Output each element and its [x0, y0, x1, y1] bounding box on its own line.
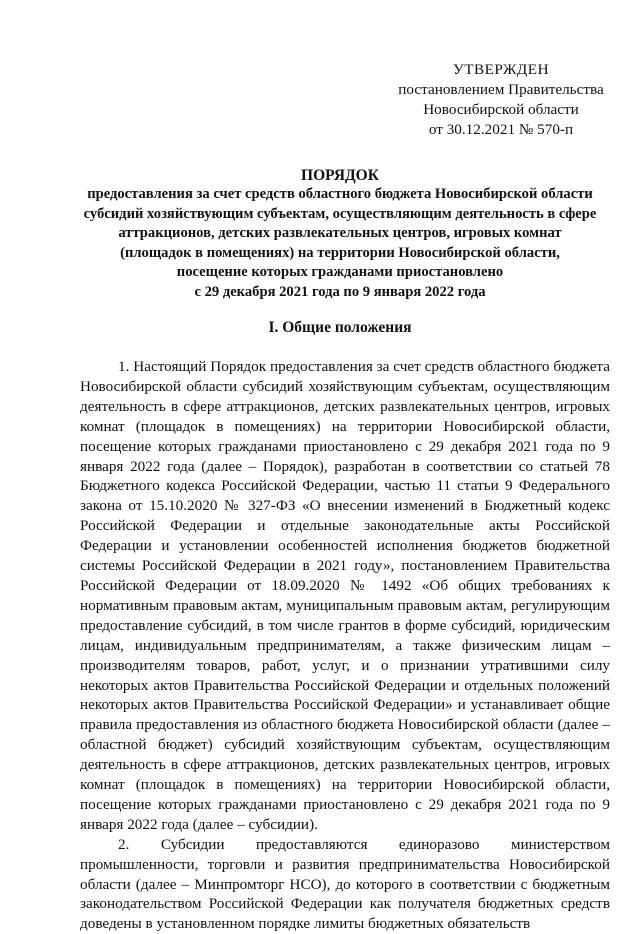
approval-line: постановлением Правительства	[398, 81, 604, 98]
document-subtitle	[40, 185, 640, 303]
paragraph: 2. Субсидии предоставляются единоразово министерством промышленности, торговли и развития предпринимательства Новосибирской области (далее – Минпромторг НСО), до которого в соответствии с бюджетным законодательством Российской Федерации как получателя бюджетных средств доведены в установленном порядке лимиты бюджетных обязательств	[80, 835, 610, 933]
subtitle-line: (площадок в помещениях) на территории Новосибирской области,	[120, 244, 560, 261]
subtitle-line: с 29 декабря 2021 года по 9 января 2022 года	[194, 283, 486, 300]
subtitle-line: аттракционов, детских развлекательных центров, игровых комнат	[118, 225, 562, 242]
approval-stamp	[390, 60, 612, 140]
document-title-block	[40, 166, 640, 303]
approval-line: от 30.12.2021 № 570-п	[428, 121, 574, 138]
approval-line: Новосибирской области	[423, 101, 579, 118]
section-body	[80, 357, 610, 934]
section-heading: I. Общие положения	[268, 319, 412, 336]
document-title: ПОРЯДОК	[301, 167, 379, 184]
subtitle-line: посещение которых гражданами приостановлено	[176, 264, 504, 281]
paragraph: 1. Настоящий Порядок предоставления за счет средств областного бюджета Новосибирской области субсидий хозяйствующим субъектам, осуществляющим деятельность в сфере аттракционов, детских развлекательных центров, игровых комнат (площадок в помещениях) на территории Новосибирской области, посещение которых гражданами приостановлено с 29 декабря 2021 года по 9 января 2022 года (далее – Порядок), разработан в соответствии со статьей 78 Бюджетного кодекса Российской Федерации, частью 11 статьи 9 Федерального закона от 15.10.2020 № 327-ФЗ «О внесении изменений в Бюджетный кодекс Российской Федерации и отдельные законодательные акты Российской Федерации и установлении особенностей исполнения бюджетов бюджетной системы Российской Федерации в 2021 году», постановлением Правительства Российской Федерации от 18.09.2020 № 1492 «Об общих требованиях к нормативным правовым актам, муниципальным правовым актам, регулирующим предоставление субсидий, в том числе грантов в форме субсидий, юридическим лицам, индивидуальным предпринимателям, а также физическим лицам – производителям товаров, работ, услуг, и о признании утратившими силу некоторых актов Правительства Российской Федерации и отдельных положений некоторых актов Правительства Российской Федерации» и устанавливает общие правила предоставления из областного бюджета Новосибирской области (далее – областной бюджет) субсидий хозяйствующим субъектам, осуществляющим деятельность в сфере аттракционов, детских развлекательных центров, игровых комнат (площадок в помещениях) на территории Новосибирской области, посещение которых гражданами приостановлено с 29 декабря 2021 года по 9 января 2022 года (далее – субсидии).	[80, 358, 610, 833]
approval-title: УТВЕРЖДЕН	[452, 61, 550, 78]
subtitle-line: предоставления за счет средств областного бюджета Новосибирской области	[87, 186, 593, 202]
subtitle-line: субсидий хозяйствующим субъектам, осуществляющим деятельность в сфере	[83, 205, 597, 222]
